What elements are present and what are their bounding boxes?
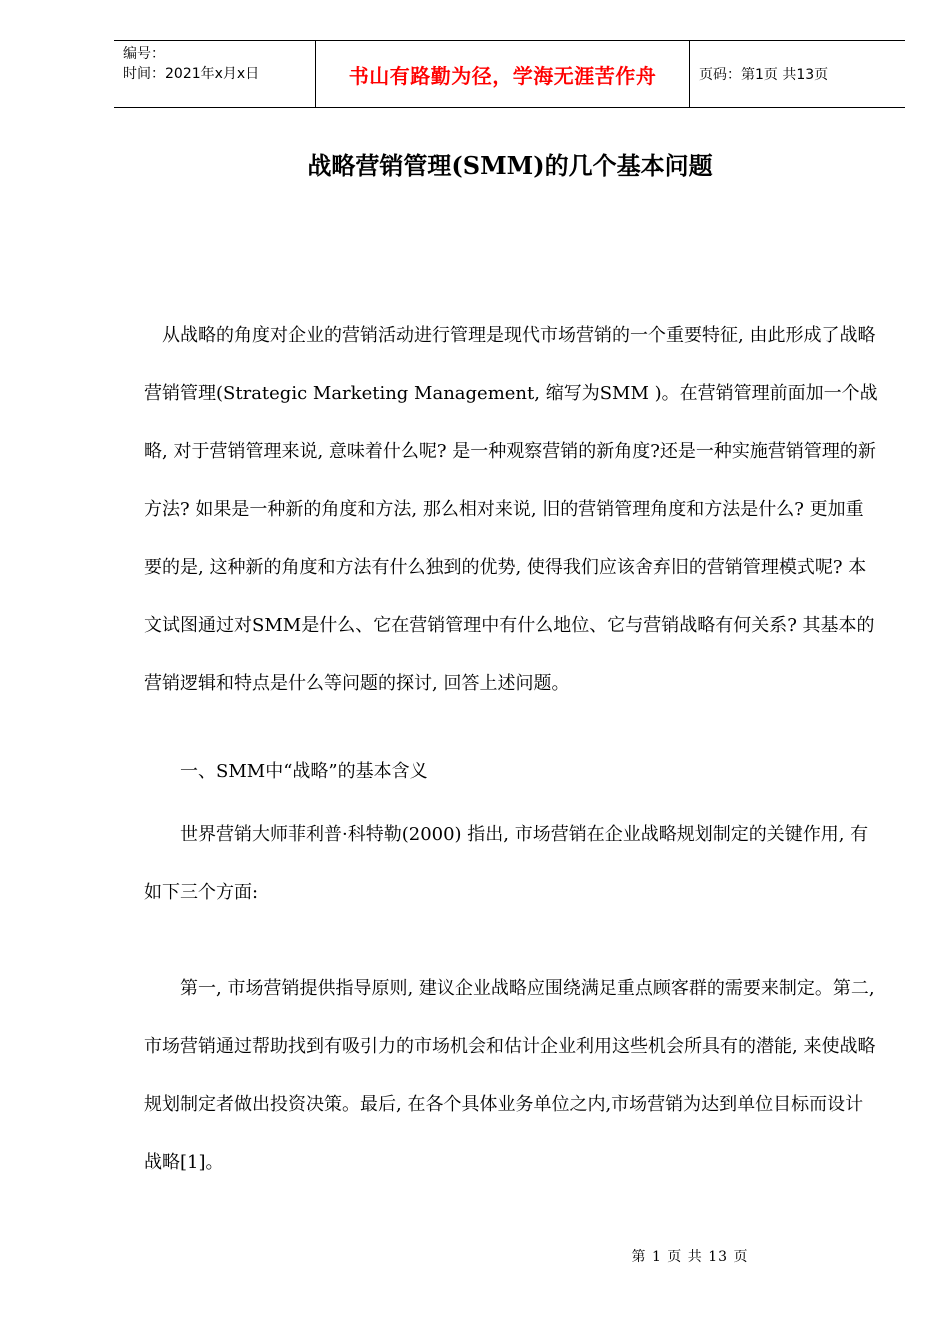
body-paragraph: 第一, 市场营销提供指导原则, 建议企业战略应围绕满足重点顾客群的需要来制定。第二, 市场营销通过帮助找到有吸引力的市场机会和估计企业利用这些机会所具有的潜能, 来使战略规划制定者做出投资决策。最后, 在各个具体业务单位之内,市场营销为达到单位目标而设计战略[1]。 bbox=[144, 978, 876, 1173]
header-motto: 书山有路勤为径，学海无涯苦作舟 bbox=[316, 41, 690, 107]
header-page-info: 页码：第1页 共13页 bbox=[699, 67, 829, 83]
section-heading: 一、SMM中“战略”的基本含义 bbox=[180, 761, 428, 782]
page-header bbox=[114, 40, 905, 108]
header-meta bbox=[114, 41, 316, 107]
body-paragraph: 世界营销大师菲利普·科特勒(2000) 指出, 市场营销在企业战略规划制定的关键作用, 有如下三个方面: bbox=[144, 824, 869, 903]
time-label: 时间：2021年x月x日 bbox=[123, 66, 260, 82]
page-footer: 第 1 页 共 13 页 bbox=[631, 1249, 749, 1265]
number-label: 编号： bbox=[123, 46, 165, 62]
intro-paragraph: 从战略的角度对企业的营销活动进行管理是现代市场营销的一个重要特征, 由此形成了战略营销管理(Strategic Marketing Management, 缩写为SMM )。在营销管理前面加一个战略, 对于营销管理来说, 意味着什么呢? 是一种观察营销的新角度?还是一种实施营销管理的新方法? 如果是一种新的角度和方法, 那么相对来说, 旧的营销管理角度和方法是什么? 更加重要的是, 这种新的角度和方法有什么独到的优势, 使得我们应该舍弃旧的营销管理模式呢? 本文试图通过对SMM是什么、它在营销管理中有什么地位、它与营销战略有何关系? 其基本的营销逻辑和特点是什么等问题的探讨, 回答上述问题。 bbox=[144, 325, 878, 694]
document-title: 战略营销管理(SMM)的几个基本问题 bbox=[307, 151, 713, 180]
